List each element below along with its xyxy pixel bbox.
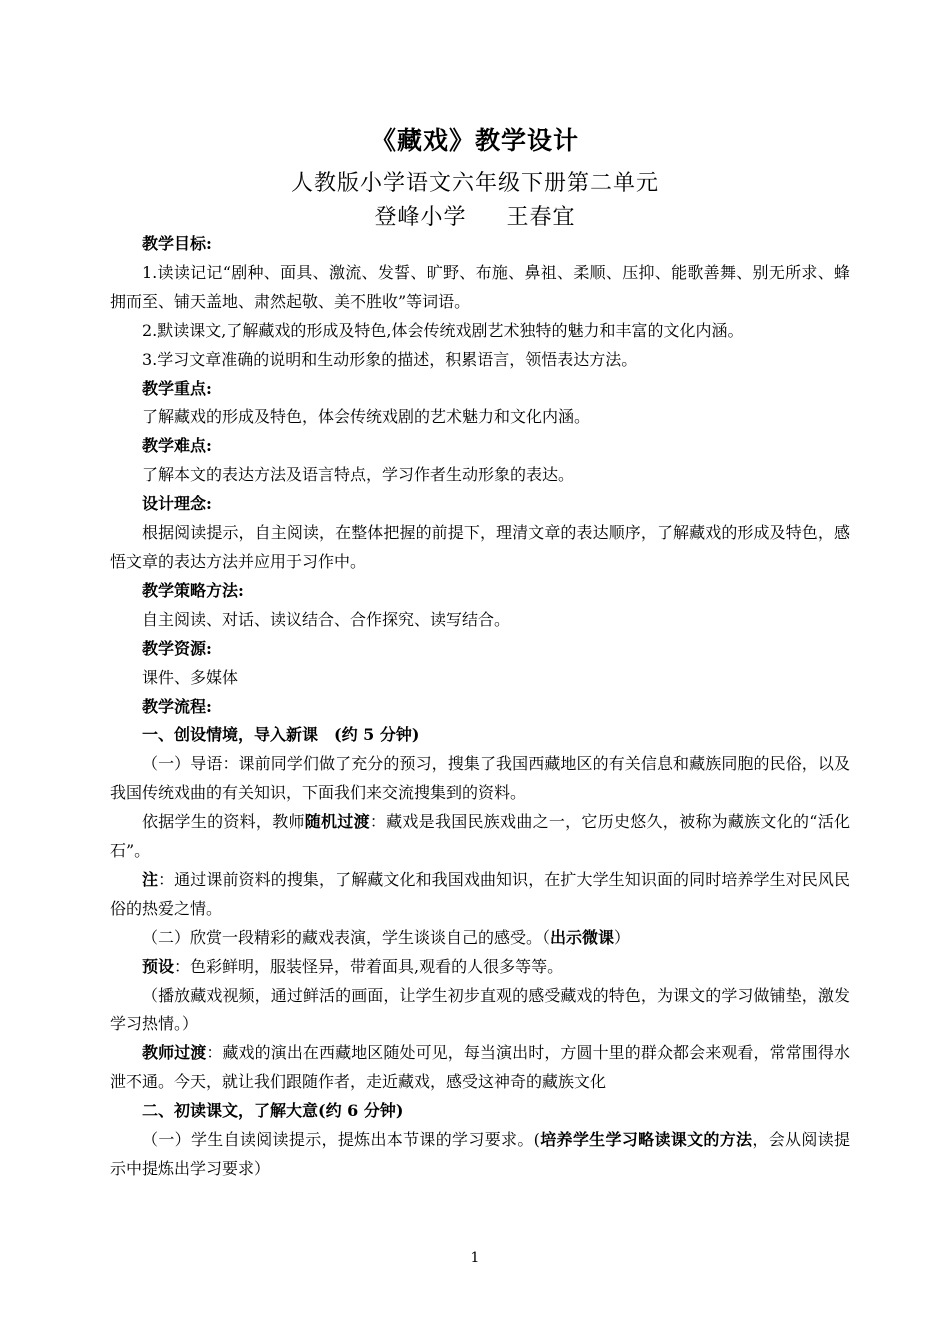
key-text: 了解藏戏的形成及特色，体会传统戏剧的艺术魅力和文化内涵。	[142, 407, 591, 427]
method-emphasis: 培养学生学习略读课文的方法	[539, 1130, 753, 1150]
goals-heading: 教学目标:	[142, 234, 212, 253]
micro-lesson-label: 出示微课	[550, 927, 615, 947]
part1-transition-paragraph	[110, 808, 850, 866]
goal-2: 2.默读课文,了解藏戏的形成及特色,体会传统戏剧艺术独特的魅力和丰富的文化内涵。	[142, 320, 744, 340]
document-body	[110, 230, 850, 1184]
text-run: ：通过课前资料的搜集，了解藏文化和我国戏曲知识，在扩大学生知识面的同时培养学生对民风民俗的热爱之情。	[110, 869, 850, 918]
text-run: ：藏戏是我国民族戏曲之一，它历史悠久，被称为藏族文化的“活化石”。	[110, 812, 850, 861]
difficulty-heading: 教学难点:	[142, 436, 212, 456]
video-note: （播放藏戏视频，通过鲜活的画面，让学生初步直观的感受藏戏的特色，为课文的学习做铺垫，激发学习热情。）	[110, 985, 850, 1034]
teacher-transition-label: 教师过渡	[142, 1043, 207, 1063]
document-title: 《藏戏》教学设计	[370, 126, 579, 155]
teacher-transition-paragraph	[110, 1039, 850, 1097]
appreciation-paragraph	[110, 924, 850, 953]
preset-label: 预设	[142, 956, 175, 976]
school-name: 登峰小学	[374, 205, 467, 230]
note-paragraph	[110, 866, 850, 924]
part2-heading: 二、初读课文，了解大意(约 6 分钟)	[142, 1101, 404, 1121]
strategy-heading: 教学策略方法:	[142, 580, 244, 600]
page-number: 1	[470, 1250, 480, 1266]
text-run: ）	[614, 927, 631, 947]
text-run: ，会从阅读提示中提炼出学习要求）	[110, 1130, 850, 1178]
text-run: （二）欣赏一段精彩的藏戏表演，学生谈谈自己的感受。（	[142, 927, 551, 947]
author-line	[0, 200, 950, 231]
part2-intro	[110, 1126, 850, 1184]
key-heading: 教学重点:	[142, 378, 212, 398]
preset-paragraph	[110, 953, 850, 982]
difficulty-text: 了解本文的表达方法及语言特点，学习作者生动形象的表达。	[142, 465, 575, 485]
part1-intro: （一）导语：课前同学们做了充分的预习，搜集了我国西藏地区的有关信息和藏族同胞的民俗，以及我国传统戏曲的有关知识，下面我们来交流搜集到的资料。	[110, 754, 850, 803]
document-subtitle: 人教版小学语文六年级下册第二单元	[290, 171, 659, 196]
resources-heading: 教学资源:	[142, 638, 212, 658]
goal-3: 3.学习文章准确的说明和生动形象的描述，积累语言，领悟表达方法。	[142, 349, 638, 369]
concept-text: 根据阅读提示，自主阅读，在整体把握的前提下，理清文章的表达顺序，了解藏戏的形成及特色，感悟文章的表达方法并应用于习作中。	[110, 523, 850, 571]
text-run: ：色彩鲜明，服装怪异，带着面具,观看的人很多等等。	[174, 956, 564, 976]
note-label: 注	[142, 869, 159, 889]
concept-heading: 设计理念:	[142, 494, 212, 514]
random-transition-label: 随机过渡	[304, 812, 370, 832]
text-run: 依据学生的资料，教师	[142, 812, 305, 832]
text-run: （一）学生自读阅读提示，提炼出本节课的学习要求。(	[142, 1130, 540, 1150]
goal-1: 1.读读记记“剧种、面具、激流、发誓、旷野、布施、鼻祖、柔顺、压抑、能歌善舞、别无所求、蜂拥而至、铺天盖地、肃然起敬、美不胜收”等词语。	[110, 262, 850, 311]
author-name: 王春宜	[506, 205, 576, 230]
strategy-text: 自主阅读、对话、读议结合、合作探究、读写结合。	[142, 609, 511, 629]
resources-text: 课件、多媒体	[142, 667, 239, 687]
text-run: ：藏戏的演出在西藏地区随处可见，每当演出时，方圆十里的群众都会来观看，常常围得水泄不通。今天，就让我们跟随作者，走近藏戏，感受这神奇的藏族文化	[110, 1043, 850, 1092]
part1-heading: 一、创设情境，导入新课 (约 5 分钟)	[142, 725, 420, 745]
process-heading: 教学流程:	[142, 696, 212, 716]
